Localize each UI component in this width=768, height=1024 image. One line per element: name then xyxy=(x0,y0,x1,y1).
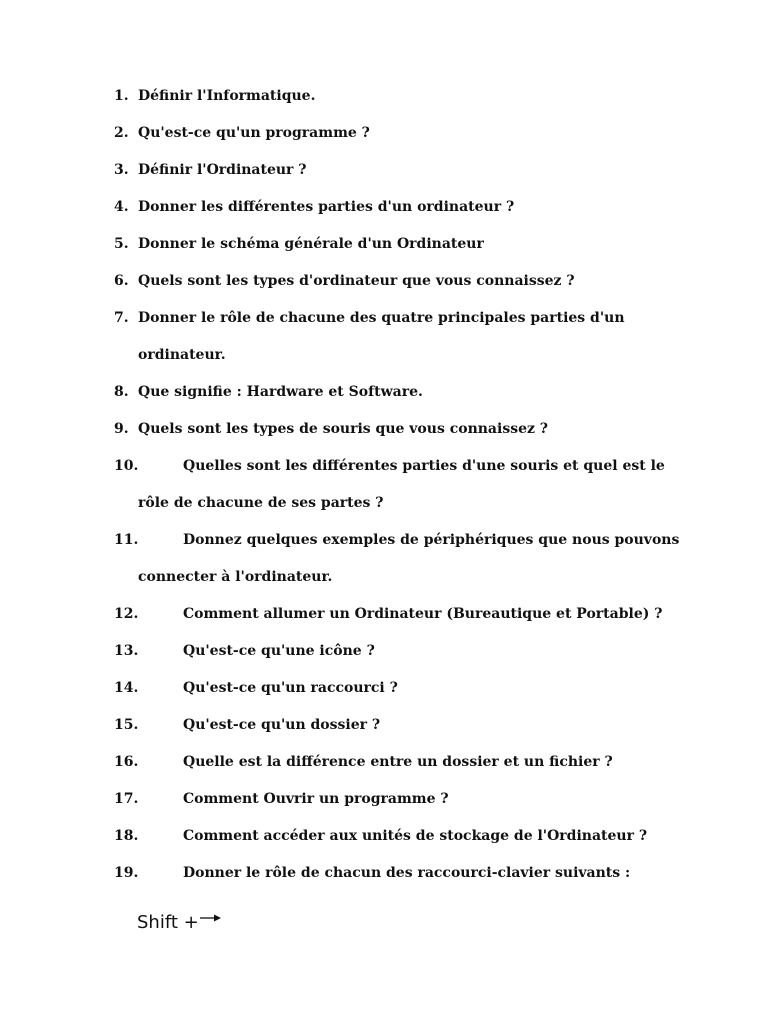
question-text: Définir l'Ordinateur ? xyxy=(138,162,307,178)
question-number: 13. xyxy=(114,643,139,659)
question-text: Que signifie : Hardware et Software. xyxy=(138,384,423,400)
question-11-continuation: connecter à l'ordinateur. xyxy=(138,569,333,585)
question-number: 10. xyxy=(114,458,139,474)
question-number: 3. xyxy=(114,162,129,178)
question-text: Qu'est-ce qu'un raccourci ? xyxy=(183,680,398,696)
question-number: 16. xyxy=(114,754,139,770)
question-number: 17. xyxy=(114,791,139,807)
question-number: 14. xyxy=(114,680,139,696)
question-text: Comment accéder aux unités de stockage de l'Ordinateur ? xyxy=(183,828,648,844)
question-number: 5. xyxy=(114,236,129,252)
question-text: Donner le schéma générale d'un Ordinateur xyxy=(138,236,484,252)
question-number: 6. xyxy=(114,273,129,289)
question-text: Comment Ouvrir un programme ? xyxy=(183,791,449,807)
question-number: 12. xyxy=(114,606,139,622)
question-number: 7. xyxy=(114,310,129,326)
shortcut-text: Shift + xyxy=(137,912,199,933)
question-number: 9. xyxy=(114,421,129,437)
question-text: Qu'est-ce qu'un programme ? xyxy=(138,125,370,141)
question-text: Quels sont les types de souris que vous connaissez ? xyxy=(138,421,549,437)
question-text: Qu'est-ce qu'une icône ? xyxy=(183,643,375,659)
question-7-continuation: ordinateur. xyxy=(138,347,226,363)
question-number: 18. xyxy=(114,828,139,844)
question-number: 11. xyxy=(114,532,139,548)
question-text: Comment allumer un Ordinateur (Bureautique et Portable) ? xyxy=(183,606,663,622)
question-number: 1. xyxy=(114,88,129,104)
question-number: 2. xyxy=(114,125,129,141)
question-10-continuation: rôle de chacune de ses partes ? xyxy=(138,495,384,511)
question-number: 8. xyxy=(114,384,129,400)
question-text: Quelle est la différence entre un dossier et un fichier ? xyxy=(183,754,613,770)
right-arrow-icon xyxy=(200,907,222,929)
question-text: Donner les différentes parties d'un ordinateur ? xyxy=(138,199,515,215)
question-text: Quels sont les types d'ordinateur que vous connaissez ? xyxy=(138,273,575,289)
question-number: 15. xyxy=(114,717,139,733)
question-text: Définir l'Informatique. xyxy=(138,88,316,104)
question-text: Quelles sont les différentes parties d'une souris et quel est le xyxy=(183,458,665,474)
question-text: Donner le rôle de chacune des quatre principales parties d'un xyxy=(138,310,625,326)
question-text: Donner le rôle de chacun des raccourci-clavier suivants : xyxy=(183,865,631,881)
question-number: 19. xyxy=(114,865,139,881)
question-text: Qu'est-ce qu'un dossier ? xyxy=(183,717,381,733)
question-number: 4. xyxy=(114,199,129,215)
shortcut-shift-arrow xyxy=(137,912,222,934)
question-text: Donnez quelques exemples de périphériques que nous pouvons xyxy=(183,532,680,548)
